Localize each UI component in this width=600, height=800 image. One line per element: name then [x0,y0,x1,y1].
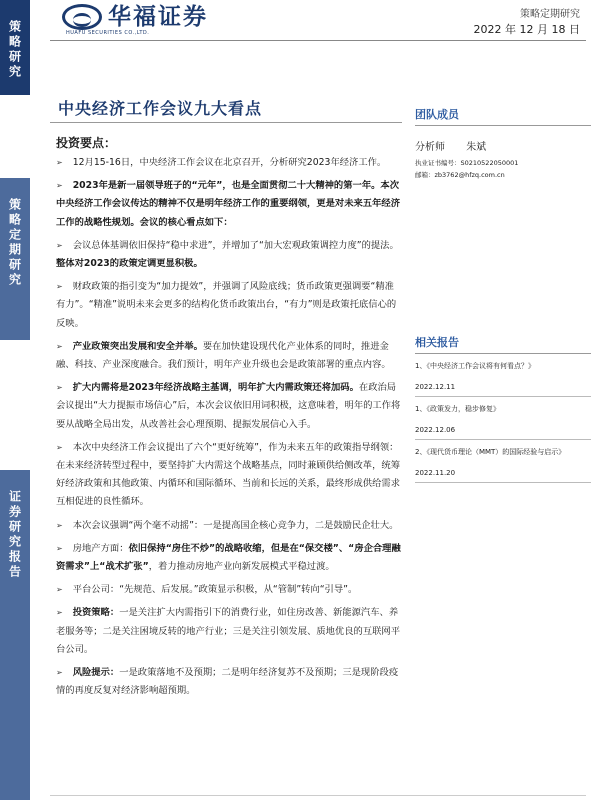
team-panel [415,106,591,181]
key-point-paragraph [56,517,402,535]
related-heading: 相关报告 [415,334,591,354]
key-point-paragraph [56,237,402,273]
body-text: 在政治局会议提出“大力提振市场信心”后，本次会议依旧用词积极，这意味着，明年的工作将要从战略全局出发，从改善社会心理预期、提振发展信心入手。 [56,382,401,430]
sidebar-gap [0,340,30,470]
left-sidebar [0,0,30,800]
body-text: 财政政策的指引变为“加力提效”，并强调了风险底线；货币政策更强调要“精准有力”。“精准”说明未来会更多的结构化货币政策出台，“有力”则是政策托底信心的反映。 [56,281,397,329]
key-point-paragraph [56,664,402,700]
sidebar-gap [0,95,30,178]
sidebar-label: 策略定期研究 [7,198,22,288]
emphasis-text: 整体对2023的政策定调更显积极。 [56,258,203,270]
key-point-paragraph [56,278,402,333]
bullet-arrow-icon: ➢ [56,608,63,618]
analyst-email[interactable]: 邮箱：zb3762@hfzq.com.cn [415,171,505,179]
key-point-paragraph [56,581,402,599]
analyst-meta [415,157,591,181]
bullet-arrow-icon: ➢ [56,668,63,678]
emphasis-text: 产业政策突出发展和安全并举。 [72,340,203,352]
bullet-arrow-icon: ➢ [56,520,63,530]
sidebar-segment-category [0,0,30,95]
related-report-title[interactable]: 1、《中央经济工作会议将有何看点？》 [415,362,535,370]
analyst-cert: 执业证书编号：S0210522050001 [415,159,519,167]
body-text: 12月15-16日，中央经济工作会议在北京召开，分析研究2023年经济工作。 [72,157,387,168]
key-point-paragraph [56,154,402,172]
bullet-arrow-icon: ➢ [56,282,63,292]
emphasis-text: 投资策略： [72,607,120,619]
related-divider [415,439,591,440]
body-text: 一是政策落地不及预期；二是明年经济复苏不及预期；三是现阶段疫情的再度反复对经济影响超预期。 [56,667,399,697]
key-point-paragraph [56,379,402,434]
sidebar-label: 证券研究报告 [7,490,22,580]
related-report-item[interactable] [415,403,591,440]
report-date: 2022 年 12 月 18 日 [473,23,580,36]
bullet-arrow-icon: ➢ [56,181,63,191]
bullet-arrow-icon: ➢ [56,543,63,553]
related-list [415,360,591,483]
emphasis-text: 依旧保持“房住不炒”的战略收缩，但是在“保交楼”、“房企合理融资需求”上“战术扩张” [56,542,401,573]
emphasis-text: 风险提示： [72,667,120,679]
bullet-arrow-icon: ➢ [56,585,63,595]
page-title: 中央经济工作会议九大看点 [58,99,263,118]
bullet-arrow-icon: ➢ [56,240,63,250]
body-text: 本次中央经济工作会议提出了六个“更好统筹”，作为未来五年的政策指导纲领：在未来经济转型过程中，要坚持扩大内需这个战略基点，同时兼顾供给侧改革，统筹好经济政策和其他政策、内循环和国际循环、当前和长远的关系，最终形成供给需求互相促进的良性循环。 [56,441,400,508]
related-report-date: 2022.11.20 [415,469,456,477]
body-text: 一是关注扩大内需指引下的消费行业，如住房改善、新能源汽车、养老服务等；二是关注困境反转的地产行业；三是关注引领发展、质地优良的互联网平台公司。 [56,607,400,655]
body-text: 平台公司：“先规范、后发展。”政策显示积极，从“管制”转向“引导”。 [72,584,358,596]
analyst-name: 朱斌 [466,142,487,153]
bullet-arrow-icon: ➢ [56,442,63,452]
body-text: 会议总体基调依旧保持“稳中求进”，并增加了“加大宏观政策调控力度”的提法。 [72,239,399,251]
key-point-paragraph [56,540,402,576]
team-heading: 团队成员 [415,106,591,126]
body-text: 房地产方面： [72,542,129,554]
sidebar-segment-report-label [0,470,30,800]
key-point-paragraph [56,439,402,512]
footer-divider [50,795,586,800]
key-point-paragraph [56,604,402,659]
sidebar-segment-report-type [0,178,30,340]
related-divider [415,482,591,483]
bullet-arrow-icon: ➢ [56,383,63,393]
related-report-item[interactable] [415,360,591,397]
related-reports-panel [415,334,591,483]
related-report-date: 2022.12.11 [415,383,456,391]
emphasis-text: 扩大内需将是2023年经济战略主基调，明年扩大内需政策还将加码。 [72,382,359,394]
report-type: 策略定期研究 [520,9,580,20]
key-point-paragraph [56,177,402,232]
huafu-logo-icon [62,4,102,30]
analyst-line [415,138,591,153]
body-text: ，着力推动房地产业向新发展模式平稳过渡。 [148,561,335,573]
body-text: 本次会议强调“两个毫不动摇”：一是提高国企核心竞争力，二是鼓励民企壮大。 [72,519,399,531]
related-report-date: 2022.12.06 [415,426,456,434]
related-divider [415,396,591,397]
bullet-arrow-icon: ➢ [56,158,63,167]
key-points-heading: 投资要点： [56,136,117,150]
body-text: 要在加快建设现代化产业体系的同时，推进金融、科技、产业深度融合。我们预计，明年产业升级也会是政策部署的重点内容。 [56,340,391,371]
emphasis-text: 2023年是新一届领导班子的“元年”，也是全面贯彻二十大精神的第一年。本次中央经济工作会议传达的精神不仅是明年经济工作的重要纲领，更是对未来五年经济工作的战略性规划。会议的核心看点如下： [56,180,400,228]
key-points-body [56,154,402,705]
analyst-role: 分析师 [415,142,445,153]
title-divider [50,122,402,123]
brand-name: 华福证券 [108,4,208,30]
brand-logo [62,4,208,30]
related-report-title[interactable]: 2、《现代货币理论（MMT）的国际经验与启示》 [415,448,566,456]
brand-name-english: HUAFU SECURITIES CO.,LTD. [66,30,150,36]
related-report-item[interactable] [415,446,591,483]
sidebar-label: 策略研究 [7,20,22,80]
key-point-paragraph [56,338,402,374]
related-report-title[interactable]: 1、《政策发力，稳步修复》 [415,405,500,413]
bullet-arrow-icon: ➢ [56,341,63,351]
header-divider [50,40,586,41]
